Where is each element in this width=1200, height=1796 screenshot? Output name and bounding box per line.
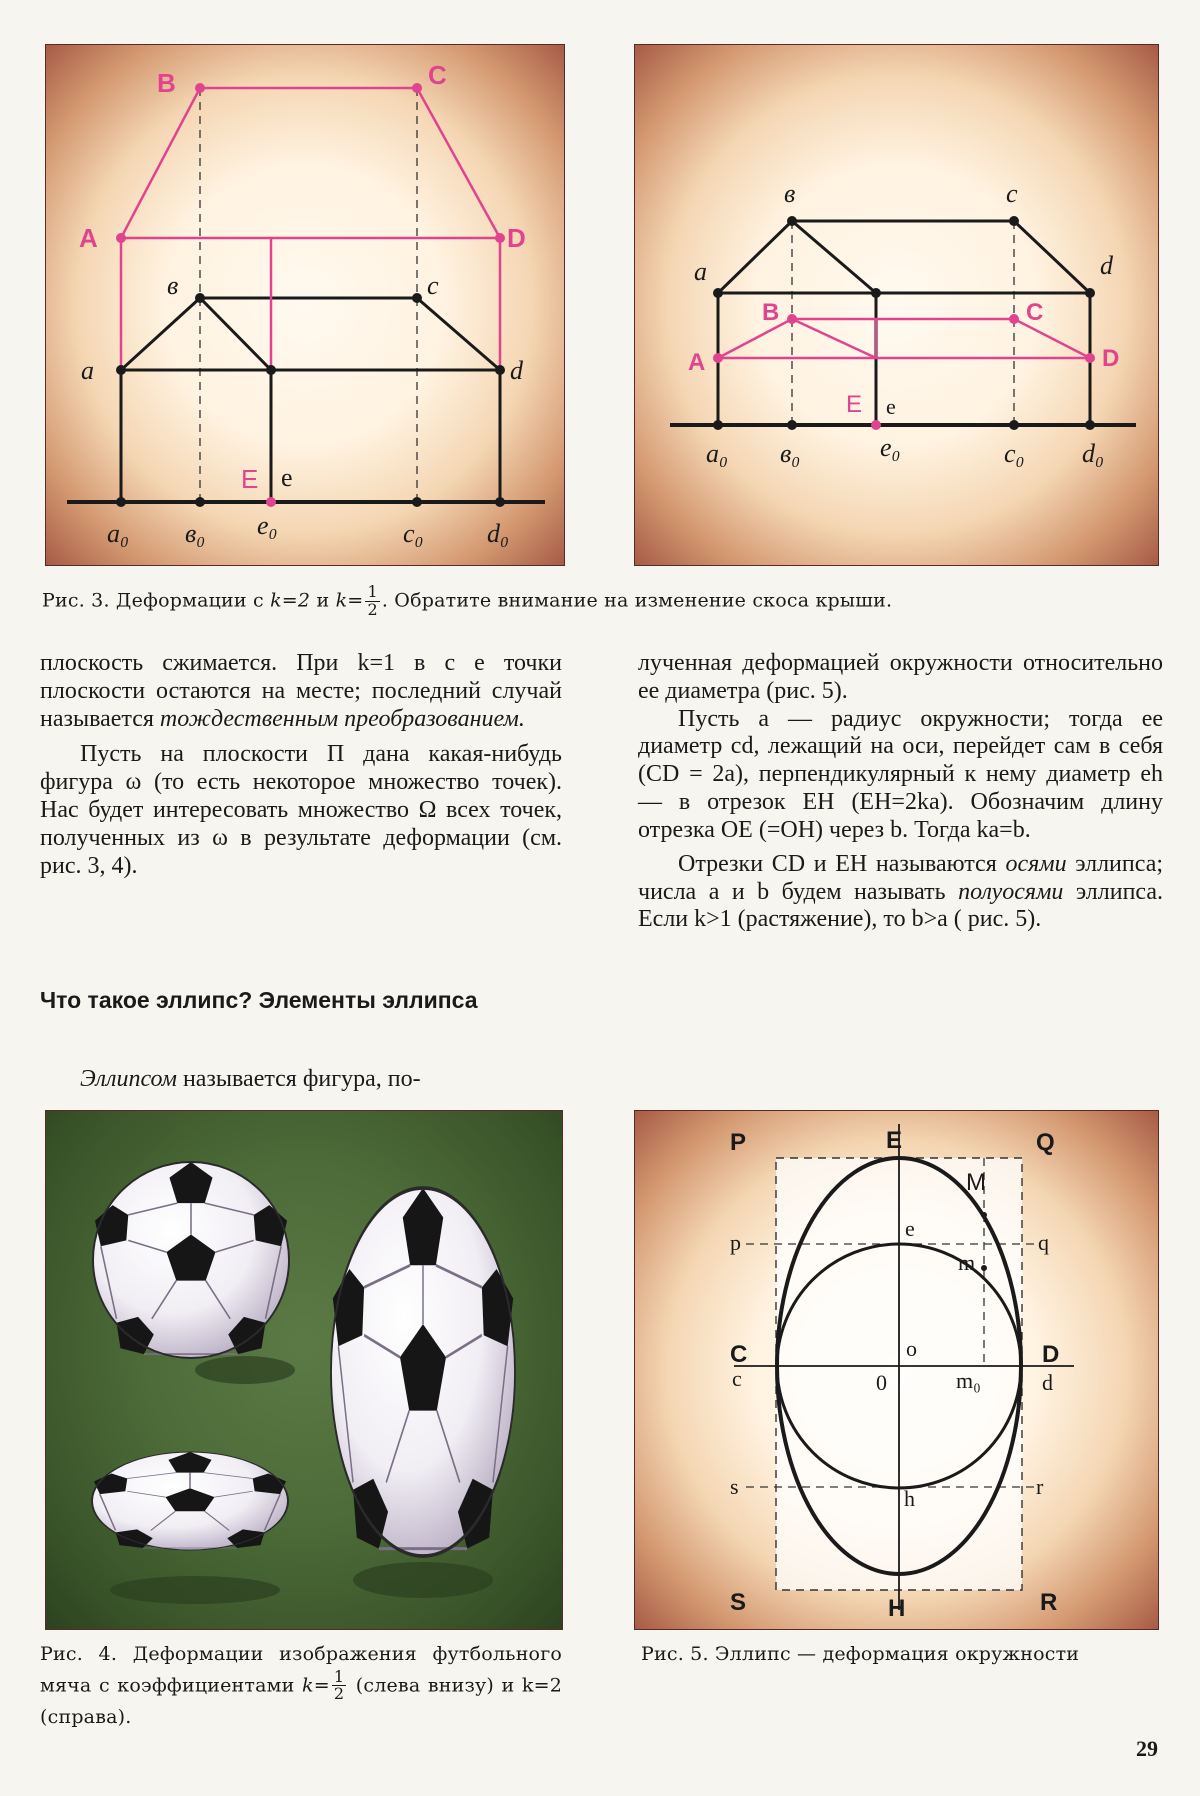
caption-k2: k=2 — [270, 589, 311, 612]
label-p: p — [730, 1230, 741, 1255]
figure-5-caption: Рис. 5. Эллипс — деформация окружности — [641, 1643, 1080, 1665]
section-heading: Что такое эллипс? Элементы эллипса — [40, 987, 478, 1013]
label-d0: d₀ — [487, 519, 510, 548]
label-R: R — [1040, 1589, 1058, 1616]
ball-stretched — [331, 1188, 515, 1556]
label-b0: в₀ — [185, 519, 206, 548]
paragraph-3: Эллипсом называется фигура, по- — [80, 1066, 421, 1092]
figure-4-soccer-balls — [45, 1110, 563, 1630]
label-b: в — [784, 179, 796, 208]
figure-4-caption: Рис. 4. Деформации изображения футбольного мяча с коэффициентами k= $\frac{1}{2}$ (слева внизу) и k=2 (справа). — [40, 1643, 562, 1729]
paragraph-2: Пусть a — радиус окружности; тогда ее диаметр cd, лежащий на оси, перейдет сам в себя (CD = 2a), перпендикулярный к нему диаметр eh — в отрезок EH (EH=2ka). Обозначим длину отрезка OE (=OH) через b. Тогда ka=b. — [638, 705, 1163, 843]
label-D: D — [507, 223, 526, 253]
label-a: a — [694, 257, 707, 286]
figure-5-drawing — [634, 1110, 1159, 1630]
page-number: 29 — [1136, 1736, 1158, 1761]
label-q: q — [1038, 1230, 1049, 1255]
right-column-text — [638, 650, 1163, 934]
label-s: s — [730, 1474, 739, 1499]
label-C: C — [428, 60, 447, 90]
label-e: e — [905, 1216, 915, 1241]
label-M: M — [966, 1169, 986, 1196]
label-B: B — [762, 299, 780, 326]
paragraph-1: плоскость сжимается. При k=1 в с е точки плоскости остаются на месте; последний случай называется тождественным преобразованием. — [40, 650, 562, 732]
label-a0: a₀ — [107, 519, 130, 548]
label-a: a — [81, 356, 94, 385]
label-B: B — [157, 68, 176, 98]
caption-text: Рис. 3. Деформации с — [42, 589, 264, 612]
label-O: 0 — [876, 1370, 887, 1395]
figure-3-caption — [42, 584, 1172, 619]
label-e0: e₀ — [257, 511, 278, 540]
label-c0: c₀ — [403, 519, 424, 548]
paragraph-2: Пусть на плоскости Π дана какая-нибудь фигура ω (то есть некоторое множество точек). Нас будет интересовать множество Ω всех точек, полученных из ω в результате деформации (см. рис. 3, 4). — [40, 741, 562, 879]
label-c: c — [1006, 179, 1018, 208]
label-E: E — [846, 391, 863, 418]
label-d: d — [1100, 251, 1113, 280]
label-Q: Q — [1036, 1129, 1055, 1156]
label-A: A — [79, 223, 98, 253]
label-E: E — [241, 464, 259, 494]
ball-normal — [93, 1162, 289, 1358]
label-d0: d₀ — [1082, 439, 1105, 468]
label-C: C — [1026, 299, 1044, 326]
figure-3-left — [45, 44, 565, 566]
figure-4-drawing — [45, 1110, 563, 1630]
label-d: d — [1042, 1370, 1053, 1395]
label-E: E — [886, 1127, 903, 1154]
label-P: P — [730, 1129, 747, 1156]
label-c: c — [427, 271, 439, 300]
caption-fraction: $\frac{1}{2}$ — [333, 1666, 345, 1704]
label-c0: c₀ — [1004, 439, 1025, 468]
figure-3-left-drawing — [45, 44, 565, 566]
label-A: A — [688, 349, 706, 376]
label-b0: в₀ — [780, 439, 801, 468]
label-e: e — [281, 463, 293, 492]
label-c: c — [732, 1366, 742, 1391]
label-o: o — [906, 1336, 917, 1361]
paragraph-1: лученная деформацией окружности относительно ее диаметра (рис. 5). — [638, 650, 1163, 704]
label-h: h — [904, 1486, 915, 1511]
label-a0: a₀ — [706, 439, 729, 468]
label-C: C — [730, 1341, 748, 1368]
caption-suffix: . Обратите внимание на изменение скоса крыши. — [381, 589, 893, 612]
caption-fraction: $\frac{1}{2}$ — [367, 582, 378, 619]
label-S: S — [730, 1589, 747, 1616]
label-e0: e₀ — [880, 433, 901, 462]
caption-and: и — [316, 589, 330, 612]
label-b: в — [167, 271, 179, 300]
figure-3-right-drawing — [634, 44, 1159, 566]
left-column-ending — [40, 1066, 562, 1094]
paragraph-3: Отрезки CD и EH называются осями эллипса; числа a и b будем называть полуосями эллипса. Если k>1 (растяжение), то b>a ( рис. 5). — [638, 850, 1164, 933]
left-column-text — [40, 650, 562, 881]
label-H: H — [888, 1595, 906, 1622]
label-D: D — [1102, 345, 1120, 372]
label-D: D — [1042, 1341, 1060, 1368]
figure-5-ellipse — [634, 1110, 1159, 1630]
label-r: r — [1036, 1474, 1044, 1499]
label-d: d — [510, 356, 523, 385]
figure-3-right — [634, 44, 1159, 566]
label-e: e — [886, 394, 896, 419]
label-m: m — [958, 1250, 976, 1275]
label-m0: m₀ — [956, 1368, 981, 1393]
ball-compressed — [92, 1452, 288, 1550]
caption-k-eq: k= — [335, 589, 364, 612]
